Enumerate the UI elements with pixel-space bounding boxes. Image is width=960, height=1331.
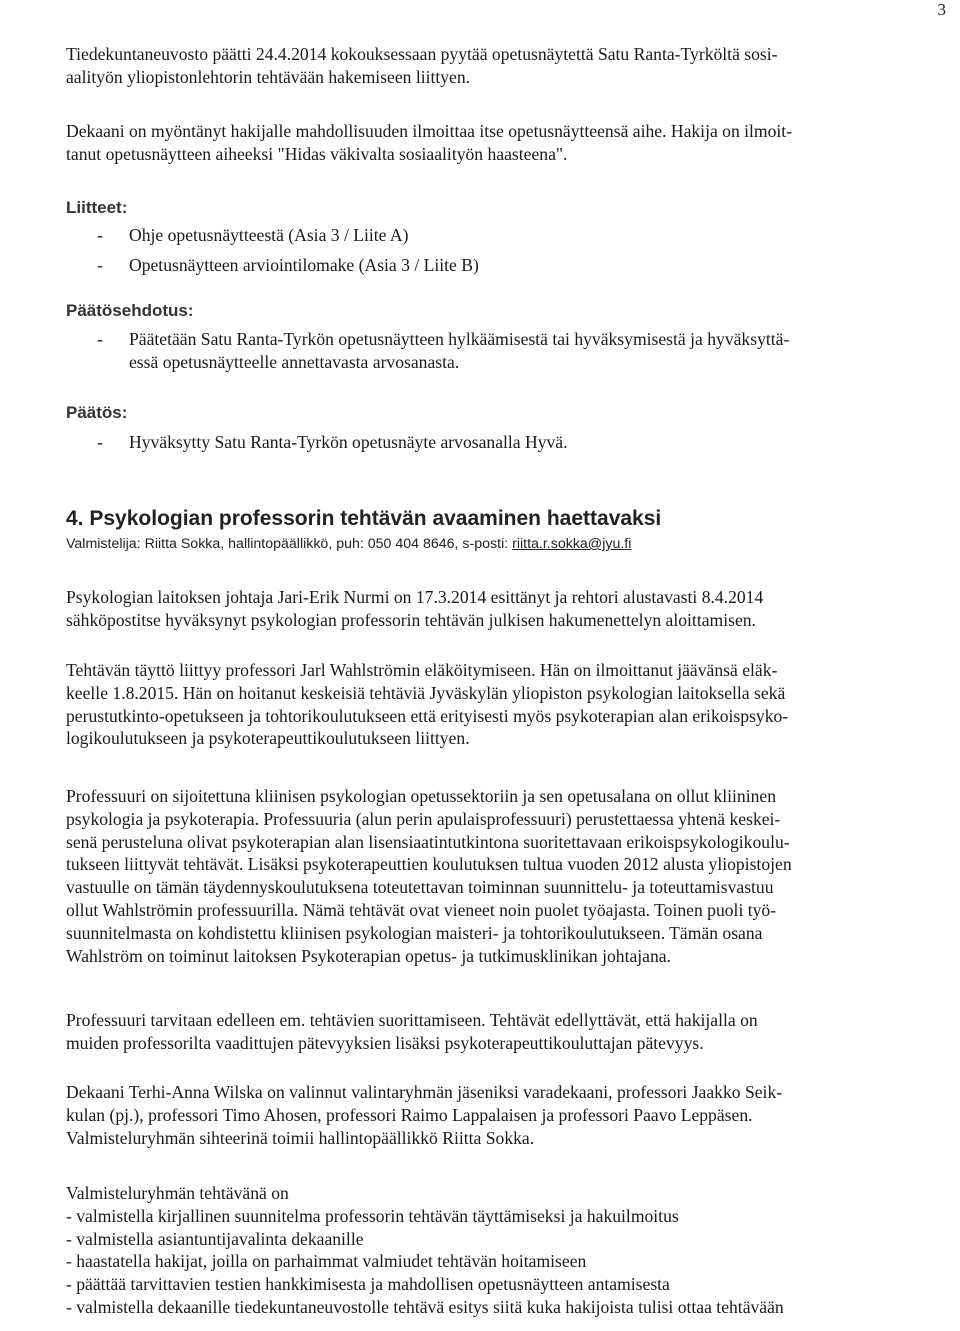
text-line: suunnitelmasta on kohdistettu kliinisen psykologian maisteri- ja tohtorikoulutukseen. Tämän osana (66, 922, 763, 943)
text-line: tanut opetusnäytteen aiheeksi "Hidas väkivalta sosiaalityön haasteena". (66, 143, 568, 164)
intro-paragraph-1 (66, 43, 938, 89)
tasks-section (66, 1182, 938, 1319)
valmistelija-text: Valmistelija: Riitta Sokka, hallintopäällikkö, puh: 050 404 8646, s-posti: (66, 536, 513, 552)
section-title-text: Psykologian professorin tehtävän avaaminen haettavaksi (89, 507, 662, 530)
tasks-heading: Valmisteluryhmän tehtävänä on (66, 1183, 289, 1203)
paatos-heading: Päätös: (66, 403, 128, 422)
task-item: - valmistella asiantuntijavalinta dekaanille (66, 1228, 364, 1249)
email-link[interactable]: riitta.r.sokka@jyu.fi (512, 536, 632, 552)
paragraph (66, 659, 938, 750)
paragraph (66, 785, 938, 967)
text-line: perustutkinto-opetukseen ja tohtorikoulutukseen että erityisesti myös psykoterapian alan erikoispsyko- (66, 705, 789, 726)
paatosehdotus-item-cont: essä opetusnäytteelle annettavasta arvosanasta. (129, 351, 460, 372)
task-item: - valmistella kirjallinen suunnitelma professorin tehtävän täyttämiseksi ja hakuilmoitus (66, 1205, 679, 1226)
text-line: muiden professorilta vaadittujen pätevyyksien lisäksi psykoterapeuttikouluttajan pätevyys. (66, 1032, 704, 1053)
text-line: logikoulutukseen ja psykoterapeuttikoulutukseen liittyen. (66, 728, 470, 749)
paatos-section (66, 402, 938, 454)
text-line: keelle 1.8.2015. Hän on hoitanut keskeisiä tehtäviä Jyväskylän yliopiston psykologian laitoksella sekä (66, 682, 786, 703)
text-line: Professuuri on sijoitettuna kliinisen psykologian opetussektoriin ja sen opetusalana on ollut kliininen (66, 786, 777, 806)
text-line: Wahlström on toiminut laitoksen Psykoterapian opetus- ja tutkimusklinikan johtajana. (66, 945, 671, 966)
text-line: aalityön yliopistonlehtorin tehtävään hakemiseen liittyen. (66, 66, 471, 87)
section-4-title (66, 507, 661, 531)
text-line: Valmisteluryhmän sihteerinä toimii hallintopäällikkö Riitta Sokka. (66, 1127, 535, 1148)
text-line: Tiedekuntaneuvosto päätti 24.4.2014 kokouksessaan pyytää opetusnäytettä Satu Ranta-Tyrköltä sosi- (66, 44, 778, 64)
paatos-item: - Hyväksytty Satu Ranta-Tyrkön opetusnäyte arvosanalla Hyvä. (97, 431, 568, 452)
text-line: senä perusteluna olivat psykoterapian alan lisensiaatintutkintona suoritettavaan erikoispsykologikoulu- (66, 831, 790, 852)
task-item: - valmistella dekaanille tiedekuntaneuvostolle tehtävä esitys siitä kuka hakijoista tulisi ottaa tehtävään (66, 1296, 784, 1317)
liite-item: - Ohje opetusnäytteestä (Asia 3 / Liite A) (97, 224, 409, 245)
paragraph (66, 586, 938, 632)
text-line: Psykologian laitoksen johtaja Jari-Erik Nurmi on 17.3.2014 esittänyt ja rehtori alustavasti 8.4.2014 (66, 587, 764, 607)
text-line: vastuulle on tämän täydennyskoulutuksena toteutettavan toiminnan suunnittelu- ja toteuttamisvastuu (66, 877, 774, 898)
section-number: 4. (66, 507, 84, 530)
liitteet-heading: Liitteet: (66, 198, 128, 217)
text-line: Dekaani on myöntänyt hakijalle mahdollisuuden ilmoittaa itse opetusnäytteensä aihe. Hakija on ilmoit- (66, 121, 793, 141)
paatosehdotus-item: - Päätetään Satu Ranta-Tyrkön opetusnäytteen hylkäämisestä tai hyväksymisestä ja hyväksyttä- (97, 328, 790, 349)
paragraph (66, 1009, 938, 1055)
text-line: psykologia ja psykoterapia. Professuuria (alun perin apulaisprofessuuri) perustettaessa yhtenä keskei- (66, 808, 781, 829)
text-line: kulan (pj.), professori Timo Ahosen, professori Raimo Lappalaisen ja professori Paavo Leppäsen. (66, 1104, 753, 1125)
page-number: 3 (937, 0, 946, 19)
paragraph (66, 1081, 938, 1149)
task-item: - haastatella hakijat, joilla on parhaimmat valmiudet tehtävän hoitamiseen (66, 1251, 587, 1272)
paatosehdotus-section (66, 300, 938, 373)
valmistelija-line (66, 536, 631, 552)
text-line: tukseen liittyvät tehtävät. Lisäksi psykoterapeuttien koulutuksen tultua vuoden 2012 alusta yliopistojen (66, 854, 792, 875)
text-line: Professuuri tarvitaan edelleen em. tehtävien suorittamiseen. Tehtävät edellyttävät, että hakijalla on (66, 1010, 758, 1030)
text-line: ollut Wahlströmin professuurilla. Nämä tehtävät ovat vieneet noin puolet työajasta. Toinen puoli työ- (66, 899, 777, 920)
liitteet-section (66, 197, 938, 276)
text-line: Tehtävän täyttö liittyy professori Jarl Wahlströmin eläköitymiseen. Hän on ilmoittanut jäävänsä eläk- (66, 660, 778, 680)
intro-paragraph-2 (66, 120, 938, 166)
text-line: sähköpostitse hyväksynyt psykologian professorin tehtävän julkisen hakumenettelyn aloittamisen. (66, 609, 756, 630)
task-item: - päättää tarvittavien testien hankkimisesta ja mahdollisen opetusnäytteen antamisesta (66, 1274, 670, 1295)
liite-item: - Opetusnäytteen arviointilomake (Asia 3 / Liite B) (97, 254, 479, 275)
paatosehdotus-heading: Päätösehdotus: (66, 301, 194, 320)
text-line: Dekaani Terhi-Anna Wilska on valinnut valintaryhmän jäseniksi varadekaani, professori Jaakko Seik- (66, 1082, 783, 1102)
